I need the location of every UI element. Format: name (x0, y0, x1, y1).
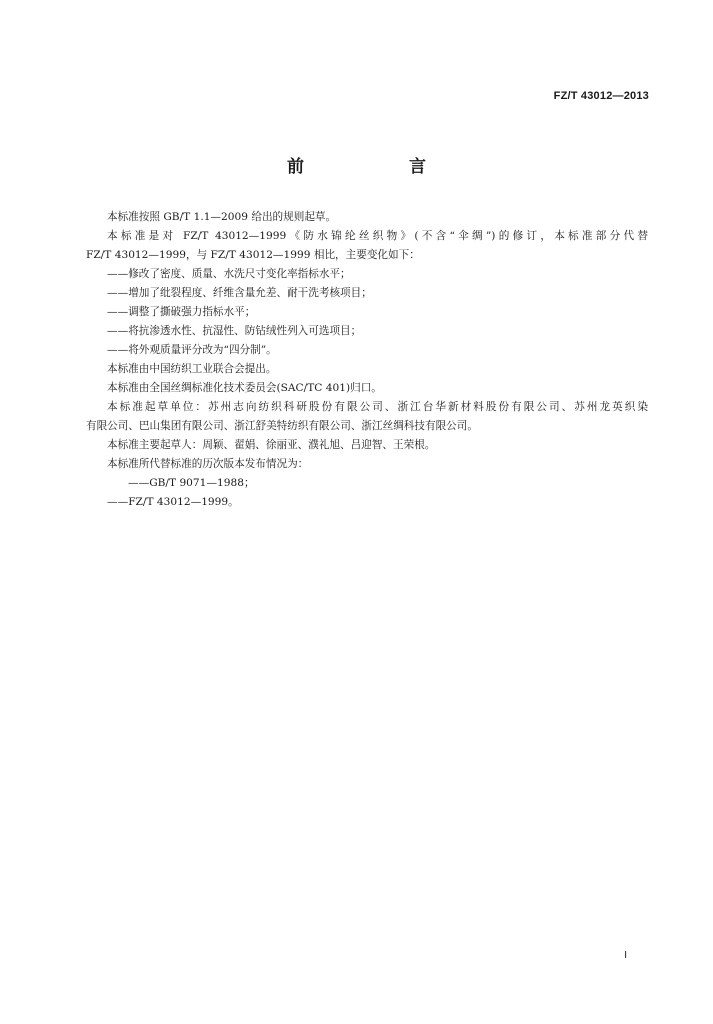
standard-code: FZ/T 43012—2013 (553, 90, 649, 102)
paragraph-proposer: 本标准由中国纺织工业联合会提出。 (107, 363, 277, 375)
list-item: ——将抗渗透水性、抗湿性、防钻绒性列入可选项目； (107, 325, 362, 337)
paragraph-administrator: 本标准由全国丝绸标准化技术委员会(SAC/TC 401)归口。 (107, 382, 382, 394)
paragraph-drafting-units-cont: 有限公司、巴山集团有限公司、浙江舒美特纺织有限公司、浙江丝绸科技有限公司。 (86, 420, 478, 432)
paragraph-drafting-units: 本标准起草单位：苏州志向纺织科研股份有限公司、浙江台华新材料股份有限公司、苏州龙英织染 (107, 401, 648, 413)
list-item: ——GB/T 9071—1988； (128, 477, 255, 489)
paragraph-revision: 本标准是对 FZ/T 43012—1999《防水锦纶丝织物》(不含“伞绸”)的修订，本标准部分代替 (107, 230, 648, 242)
list-item: ——将外观质量评分改为“四分制”。 (107, 344, 277, 356)
list-item: ——FZ/T 43012—1999。 (107, 496, 239, 508)
paragraph-drafters: 本标准主要起草人：周颖、翟娟、徐丽亚、濮礼旭、吕迎智、王荣根。 (107, 439, 436, 451)
paragraph-revision-cont: FZ/T 43012—1999，与 FZ/T 43012—1999 相比，主要变化如下： (86, 249, 420, 261)
page-number: I (624, 950, 627, 961)
list-item: ——增加了纰裂程度、纤维含量允差、耐干洗考核项目； (107, 287, 372, 299)
page-title: 前 言 (287, 157, 470, 177)
paragraph-drafting-rules: 本标准按照 GB/T 1.1—2009 给出的规则起草。 (107, 211, 337, 223)
paragraph-history: 本标准所代替标准的历次版本发布情况为： (107, 458, 309, 470)
foreword-body (86, 208, 648, 512)
list-item: ——调整了撕破强力指标水平； (107, 306, 256, 318)
list-item: ——修改了密度、质量、水洗尺寸变化率指标水平； (107, 268, 351, 280)
